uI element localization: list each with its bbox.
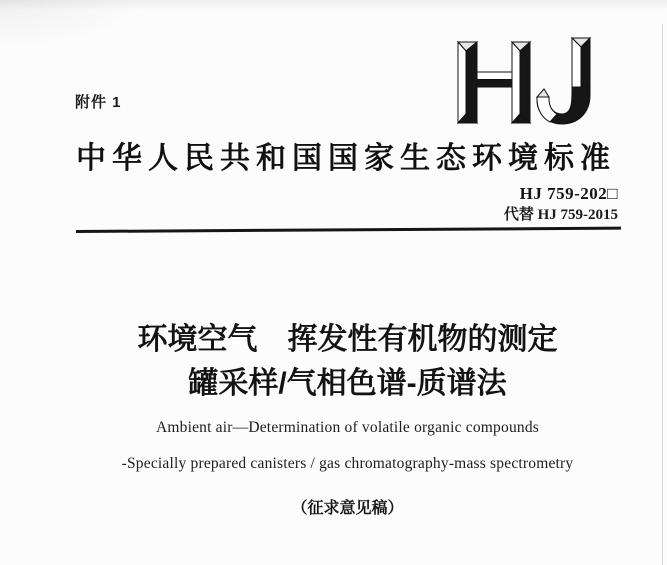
title-cn-line1: 环境空气 挥发性有机物的测定	[137, 323, 558, 356]
replaces-note: 代替 HJ 759-2015	[503, 207, 618, 223]
title-en-line2: -Specially prepared canisters / gas chromatography-mass spectrometry	[121, 455, 574, 472]
title-en-line1: Ambient air—Determination of volatile organic compounds	[155, 419, 540, 436]
standard-heading: 中华人民共和国国家生态环境标准	[76, 142, 616, 175]
standard-code: HJ 759-202□	[519, 184, 618, 203]
scan-edge-line	[662, 24, 664, 565]
scan-shadow-corner	[0, 0, 150, 48]
draft-status: （征求意见稿）	[291, 500, 404, 517]
header-rule	[76, 227, 621, 233]
title-cn-line2: 罐采样/气相色谱-质谱法	[188, 367, 507, 400]
scan-shadow-top	[0, 0, 667, 10]
standard-meta	[504, 184, 618, 224]
hj-logo-icon	[457, 37, 591, 125]
attachment-label: 附件 1	[75, 94, 122, 111]
